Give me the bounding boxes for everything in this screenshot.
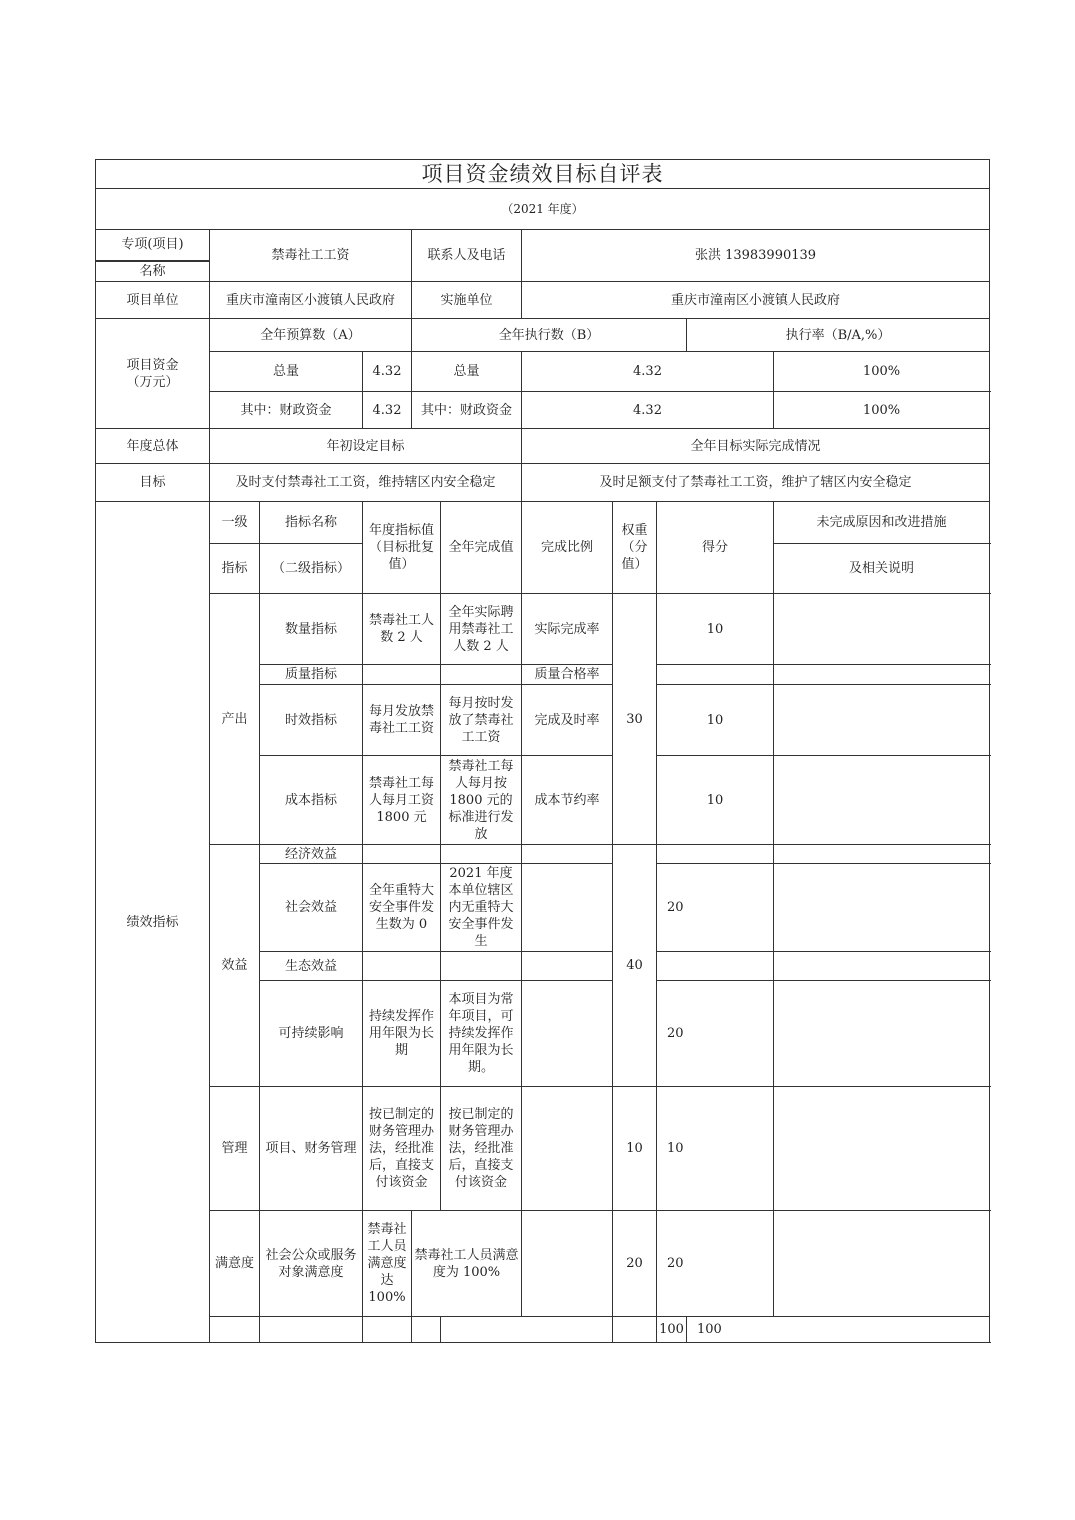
year-label: （2021 年度） (96, 189, 990, 230)
eco-actual (441, 952, 522, 981)
sustain-ratio (522, 981, 613, 1087)
project-label-line2: 名称 (96, 262, 210, 282)
budget-header: 全年预算数（A） (210, 319, 412, 352)
cat-satisfaction: 满意度 (210, 1211, 260, 1317)
cost-ratio: 成本节约率 (522, 756, 613, 845)
time-reason (774, 685, 990, 756)
mgmt-score: 10 (657, 1087, 774, 1211)
set-goal-header: 年初设定目标 (210, 429, 522, 464)
econ-ratio (522, 845, 613, 864)
actual-header: 全年目标实际完成情况 (522, 429, 990, 464)
mgmt-name: 项目、财务管理 (260, 1087, 363, 1211)
time-ratio: 完成及时率 (522, 685, 613, 756)
total-blank-1 (210, 1317, 260, 1343)
time-name: 时效指标 (260, 685, 363, 756)
qty-reason (774, 594, 990, 665)
econ-actual (441, 845, 522, 864)
set-goal: 及时支付禁毒社工工资，维持辖区内安全稳定 (210, 464, 522, 502)
quality-reason (774, 665, 990, 685)
social-actual: 2021 年度本单位辖区内无重特大安全事件发生 (441, 864, 522, 952)
eco-score (657, 952, 774, 981)
total-rate: 100% (774, 352, 990, 392)
satis-target: 禁毒社工人员满意度达 100% (363, 1211, 412, 1317)
fiscal-label: 其中：财政资金 (210, 392, 363, 429)
mgmt-reason (774, 1087, 990, 1211)
qty-ratio: 实际完成率 (522, 594, 613, 665)
impl-value: 重庆市潼南区小渡镇人民政府 (522, 282, 990, 319)
quality-actual (441, 665, 522, 685)
cat-output: 产出 (210, 594, 260, 845)
time-target: 每月发放禁毒社工工资 (363, 685, 441, 756)
h-annual: 年度指标值（目标批复值） (363, 502, 441, 594)
econ-name: 经济效益 (260, 845, 363, 864)
sustain-reason (774, 981, 990, 1087)
cost-name: 成本指标 (260, 756, 363, 845)
qty-name: 数量指标 (260, 594, 363, 665)
total-score: 100 (687, 1317, 990, 1343)
total-blank-3 (363, 1317, 412, 1343)
total-blank-5 (441, 1317, 613, 1343)
cost-target: 禁毒社工每人每月工资 1800 元 (363, 756, 441, 845)
total-blank-2 (260, 1317, 363, 1343)
eco-ratio (522, 952, 613, 981)
table-title: 项目资金绩效目标自评表 (96, 160, 990, 189)
funds-label (96, 319, 210, 429)
satis-weight: 20 (613, 1211, 657, 1317)
mgmt-actual: 按已制定的财务管理办法，经批准后，直接支付该资金 (441, 1087, 522, 1211)
eco-name: 生态效益 (260, 952, 363, 981)
annual-label: 年度总体 (96, 429, 210, 464)
h-full: 全年完成值 (441, 502, 522, 594)
h-score: 得分 (657, 502, 774, 594)
social-reason (774, 864, 990, 952)
econ-score (657, 845, 774, 864)
h-reason-b: 及相关说明 (774, 544, 990, 594)
weight-benefit: 40 (613, 845, 657, 1087)
time-score: 10 (657, 685, 774, 756)
total-exec-label: 总量 (412, 352, 522, 392)
qty-target: 禁毒社工人数 2 人 (363, 594, 441, 665)
social-ratio (522, 864, 613, 952)
unit-value: 重庆市潼南区小渡镇人民政府 (210, 282, 412, 319)
satis-reason (774, 1211, 990, 1317)
cost-actual: 禁毒社工每人每月按 1800 元的标准进行发放 (441, 756, 522, 845)
satis-name: 社会公众或服务对象满意度 (260, 1211, 363, 1317)
econ-target (363, 845, 441, 864)
econ-reason (774, 845, 990, 864)
satis-actual: 禁毒社工人员满意度为 100% (412, 1211, 522, 1317)
self-evaluation-table (95, 159, 990, 1343)
funds-label-line1: 项目资金 (126, 357, 179, 373)
sustain-actual: 本项目为常年项目，可持续发挥作用年限为长期。 (441, 981, 522, 1087)
qty-score: 10 (657, 594, 774, 665)
social-name: 社会效益 (260, 864, 363, 952)
fiscal-rate: 100% (774, 392, 990, 429)
rate-header: 执行率（B/A,%） (687, 319, 990, 352)
project-name: 禁毒社工工资 (210, 230, 412, 282)
satis-ratio (522, 1211, 613, 1317)
total-budget: 4.32 (363, 352, 412, 392)
sustain-score: 20 (657, 981, 774, 1087)
fiscal-budget: 4.32 (363, 392, 412, 429)
contact-label: 联系人及电话 (412, 230, 522, 282)
cat-mgmt: 管理 (210, 1087, 260, 1211)
time-actual: 每月按时发放了禁毒社工工资 (441, 685, 522, 756)
project-label-line1: 专项(项目) (96, 230, 209, 261)
cost-reason (774, 756, 990, 845)
unit-label: 项目单位 (96, 282, 210, 319)
total-label: 总量 (210, 352, 363, 392)
total-blank-4 (412, 1317, 441, 1343)
total-blank-6 (613, 1317, 657, 1343)
qty-actual: 全年实际聘用禁毒社工人数 2 人 (441, 594, 522, 665)
fiscal-exec-label: 其中：财政资金 (412, 392, 522, 429)
h-name-a: 指标名称 (260, 502, 363, 544)
quality-name: 质量指标 (260, 665, 363, 685)
fiscal-exec: 4.32 (522, 392, 774, 429)
mgmt-ratio (522, 1087, 613, 1211)
actual-goal: 及时足额支付了禁毒社工工资，维护了辖区内安全稳定 (522, 464, 990, 502)
project-name-label (96, 230, 210, 262)
quality-target (363, 665, 441, 685)
contact-value: 张洪 13983990139 (522, 230, 990, 282)
total-weight: 100 (657, 1317, 687, 1343)
h-level1-a: 一级 (210, 502, 260, 544)
cat-benefit: 效益 (210, 845, 260, 1087)
quality-score (657, 665, 774, 685)
eco-target (363, 952, 441, 981)
h-level1-b: 指标 (210, 544, 260, 594)
social-score: 20 (657, 864, 774, 952)
h-reason-a: 未完成原因和改进措施 (774, 502, 990, 544)
impl-label: 实施单位 (412, 282, 522, 319)
eco-reason (774, 952, 990, 981)
h-weight: 权重（分值） (613, 502, 657, 594)
perf-label: 绩效指标 (96, 502, 210, 1343)
total-exec: 4.32 (522, 352, 774, 392)
h-ratio: 完成比例 (522, 502, 613, 594)
quality-ratio: 质量合格率 (522, 665, 613, 685)
sustain-target: 持续发挥作用年限为长期 (363, 981, 441, 1087)
funds-label-line2: （万元） (126, 374, 179, 390)
h-name-b: （二级指标） (260, 544, 363, 594)
goal-label: 目标 (96, 464, 210, 502)
satis-score: 20 (657, 1211, 774, 1317)
social-target: 全年重特大安全事件发生数为 0 (363, 864, 441, 952)
exec-header: 全年执行数（B） (412, 319, 687, 352)
mgmt-weight: 10 (613, 1087, 657, 1211)
cost-score: 10 (657, 756, 774, 845)
sustain-name: 可持续影响 (260, 981, 363, 1087)
weight-output: 30 (613, 594, 657, 845)
mgmt-target: 按已制定的财务管理办法，经批准后，直接支付该资金 (363, 1087, 441, 1211)
